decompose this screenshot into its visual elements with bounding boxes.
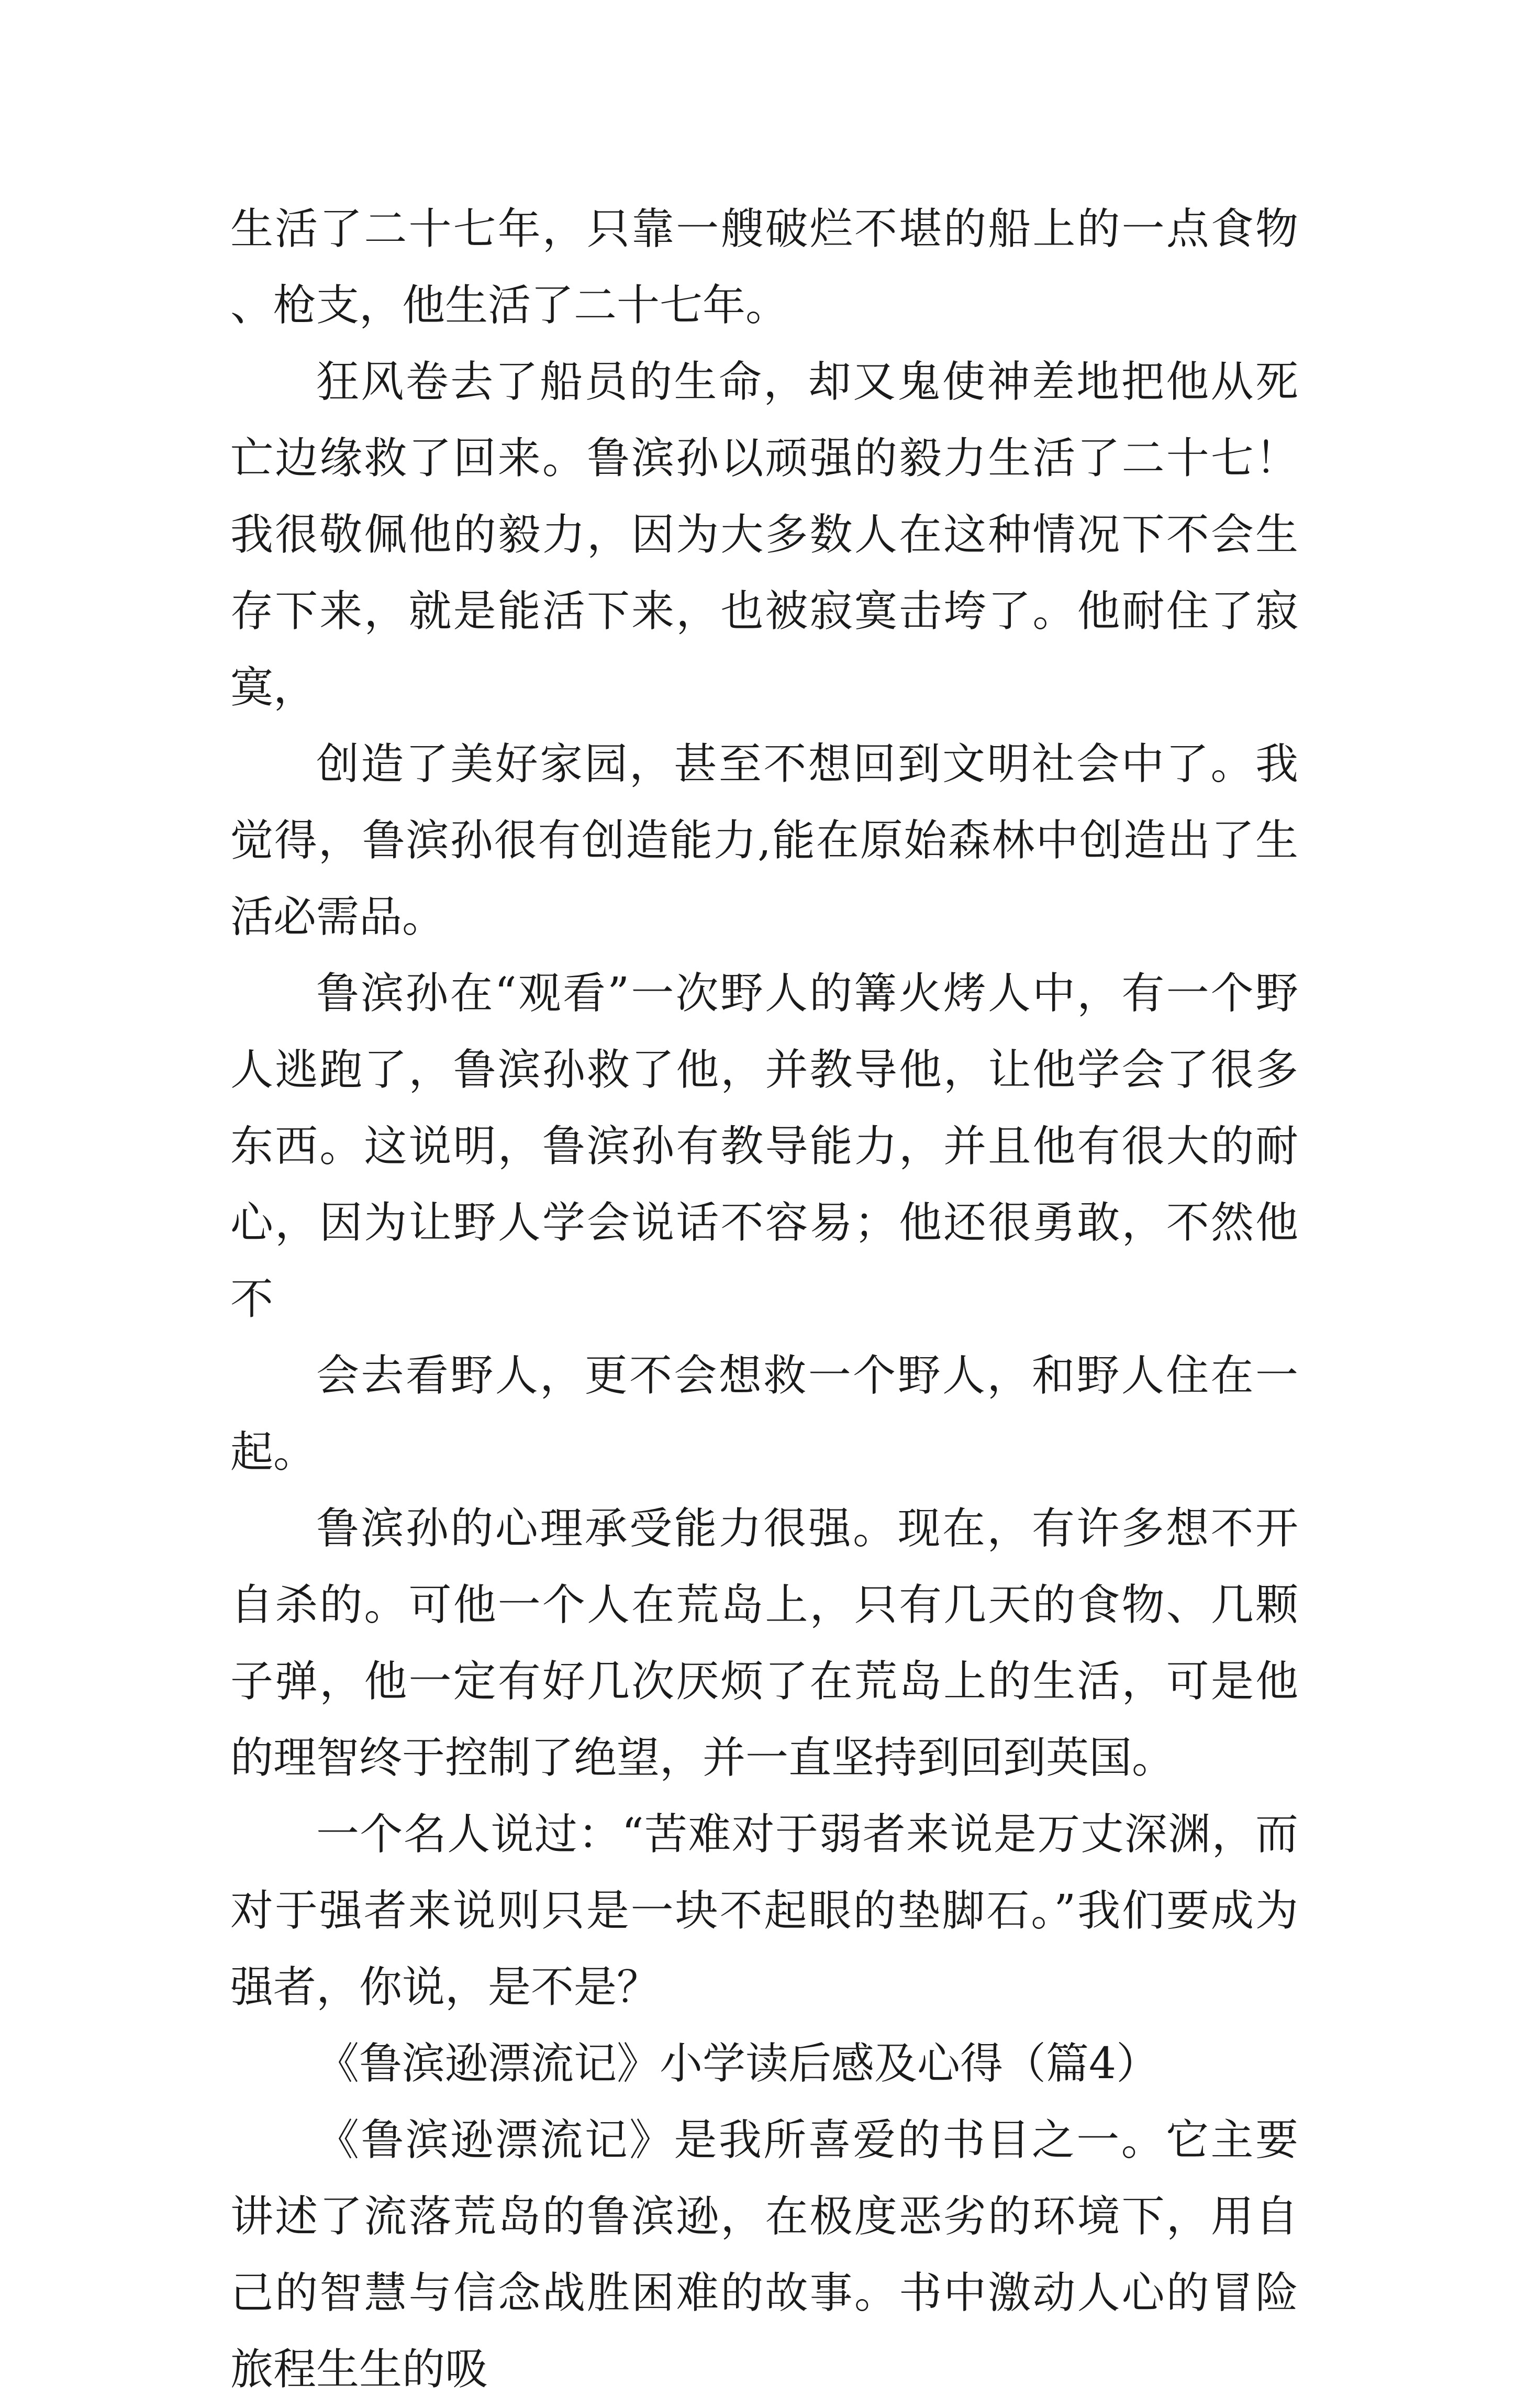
paragraph: 狂风卷去了船员的生命，却又鬼使神差地把他从死亡边缘救了回来。鲁滨孙以顽强的毅力生活了二十七！我很敬佩他的毅力，因为大多数人在这种情况下不会生存下来，就是能活下来，也被寂寞击垮了。他耐住了寂寞， — [230, 357, 1298, 713]
paragraph: 《鲁滨逊漂流记》是我所喜爱的书目之一。它主要讲述了流落荒岛的鲁滨逊，在极度恶劣的环境下，用自己的智慧与信念战胜困难的故事。书中激动人心的冒险旅程生生的吸 — [230, 2115, 1298, 2394]
paragraph: 创造了美好家园，甚至不想回到文明社会中了。我觉得，鲁滨孙很有创造能力,能在原始森林中创造出了生活必需品。 — [230, 739, 1298, 942]
paragraph: 鲁滨孙的心理承受能力很强。现在，有许多想不开自杀的。可他一个人在荒岛上，只有几天的食物、几颗子弹，他一定有好几次厌烦了在荒岛上的生活，可是他的理智终于控制了绝望，并一直坚持到回到英国。 — [230, 1504, 1298, 1783]
paragraph: 会去看野人，更不会想救一个野人，和野人住在一起。 — [230, 1351, 1298, 1477]
paragraph: 生活了二十七年，只靠一艘破烂不堪的船上的一点食物、枪支，他生活了二十七年。 — [230, 204, 1298, 330]
section-heading: 《鲁滨逊漂流记》小学读后感及心得（篇4） — [316, 2039, 1160, 2089]
paragraph: 鲁滨孙在“观看”一次野人的篝火烤人中，有一个野人逃跑了，鲁滨孙救了他，并教导他，让他学会了很多东西。这说明，鲁滨孙有教导能力，并且他有很大的耐心，因为让野人学会说话不容易；他还很勇敢，不然他不 — [230, 969, 1298, 1324]
paragraph: 一个名人说过：“苦难对于弱者来说是万丈深渊，而对于强者来说则只是一块不起眼的垫脚石。”我们要成为强者，你说，是不是？ — [230, 1810, 1298, 2012]
body-text — [230, 191, 1298, 2408]
